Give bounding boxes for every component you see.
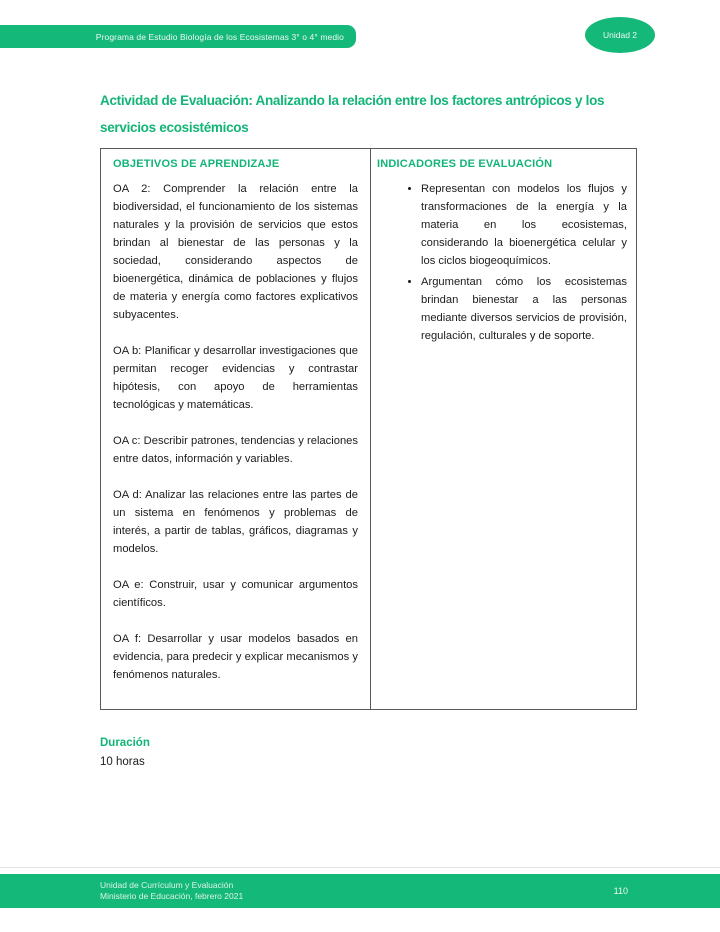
oa-paragraph-oa2: OA 2: Comprender la relación entre la biodiversidad, el funcionamiento de los sistemas naturales y la provisión de servicios que estos brindan al bienestar de las personas y la sociedad, considerando aspectos de bioenergética, dinámica de poblaciones y flujos de materia y energía como factores explicativos subyacentes. xyxy=(113,183,358,321)
duration-value: 10 horas xyxy=(100,756,145,768)
page-title: Actividad de Evaluación: Analizando la relación entre los factores antrópicos y los servicios ecosistémicos xyxy=(100,93,605,136)
footer-bar xyxy=(0,874,720,908)
indicators-heading: INDICADORES DE EVALUACIÓN xyxy=(377,158,553,170)
oa-paragraph-oae: OA e: Construir, usar y comunicar argumentos científicos. xyxy=(113,579,358,609)
footer-organization xyxy=(0,880,243,903)
oa-paragraph-oac: OA c: Describir patrones, tendencias y relaciones entre datos, información y variables. xyxy=(113,435,358,465)
duration-label: Duración xyxy=(100,737,150,749)
unit-badge-label: Unidad 2 xyxy=(602,30,638,40)
indicator-item-1: • Representan con modelos los flujos y transformaciones de la energía y la materia en los ecosistemas, considerando la bioenergética celular y los ciclos biogeoquímicos. xyxy=(421,180,627,270)
indicator-list xyxy=(377,180,627,345)
page-number: 110 xyxy=(613,886,628,896)
footer-org-line2: Ministerio de Educación, febrero 2021 xyxy=(100,891,244,901)
indicators-cell xyxy=(371,149,636,709)
oa-paragraph-oad: OA d: Analizar las relaciones entre las partes de un sistema en fenómenos y problemas de interés, a partir de tablas, gráficos, diagramas y modelos. xyxy=(113,489,358,555)
program-badge-label: Programa de Estudio Biología de los Ecosistemas 3° o 4° medio xyxy=(95,31,344,42)
oa-paragraph-oab: OA b: Planificar y desarrollar investigaciones que permitan recoger evidencias y contrastar hipótesis, con apoyo de herramientas tecnológicas y matemáticas. xyxy=(113,345,358,411)
indicator-item-2: • Argumentan cómo los ecosistemas brindan bienestar a las personas mediante diversos servicios de provisión, regulación, culturales y de soporte. xyxy=(421,273,627,345)
objectives-heading: OBJETIVOS DE APRENDIZAJE xyxy=(113,158,280,170)
objectives-cell xyxy=(101,149,371,709)
evaluation-table xyxy=(100,148,637,710)
footer-divider xyxy=(0,867,720,868)
unit-badge xyxy=(585,17,655,53)
footer-org-line1: Unidad de Currículum y Evaluación xyxy=(100,879,234,890)
program-badge xyxy=(0,25,356,48)
oa-paragraph-oaf: OA f: Desarrollar y usar modelos basados en evidencia, para predecir y explicar mecanismos y fenómenos naturales. xyxy=(113,633,358,681)
